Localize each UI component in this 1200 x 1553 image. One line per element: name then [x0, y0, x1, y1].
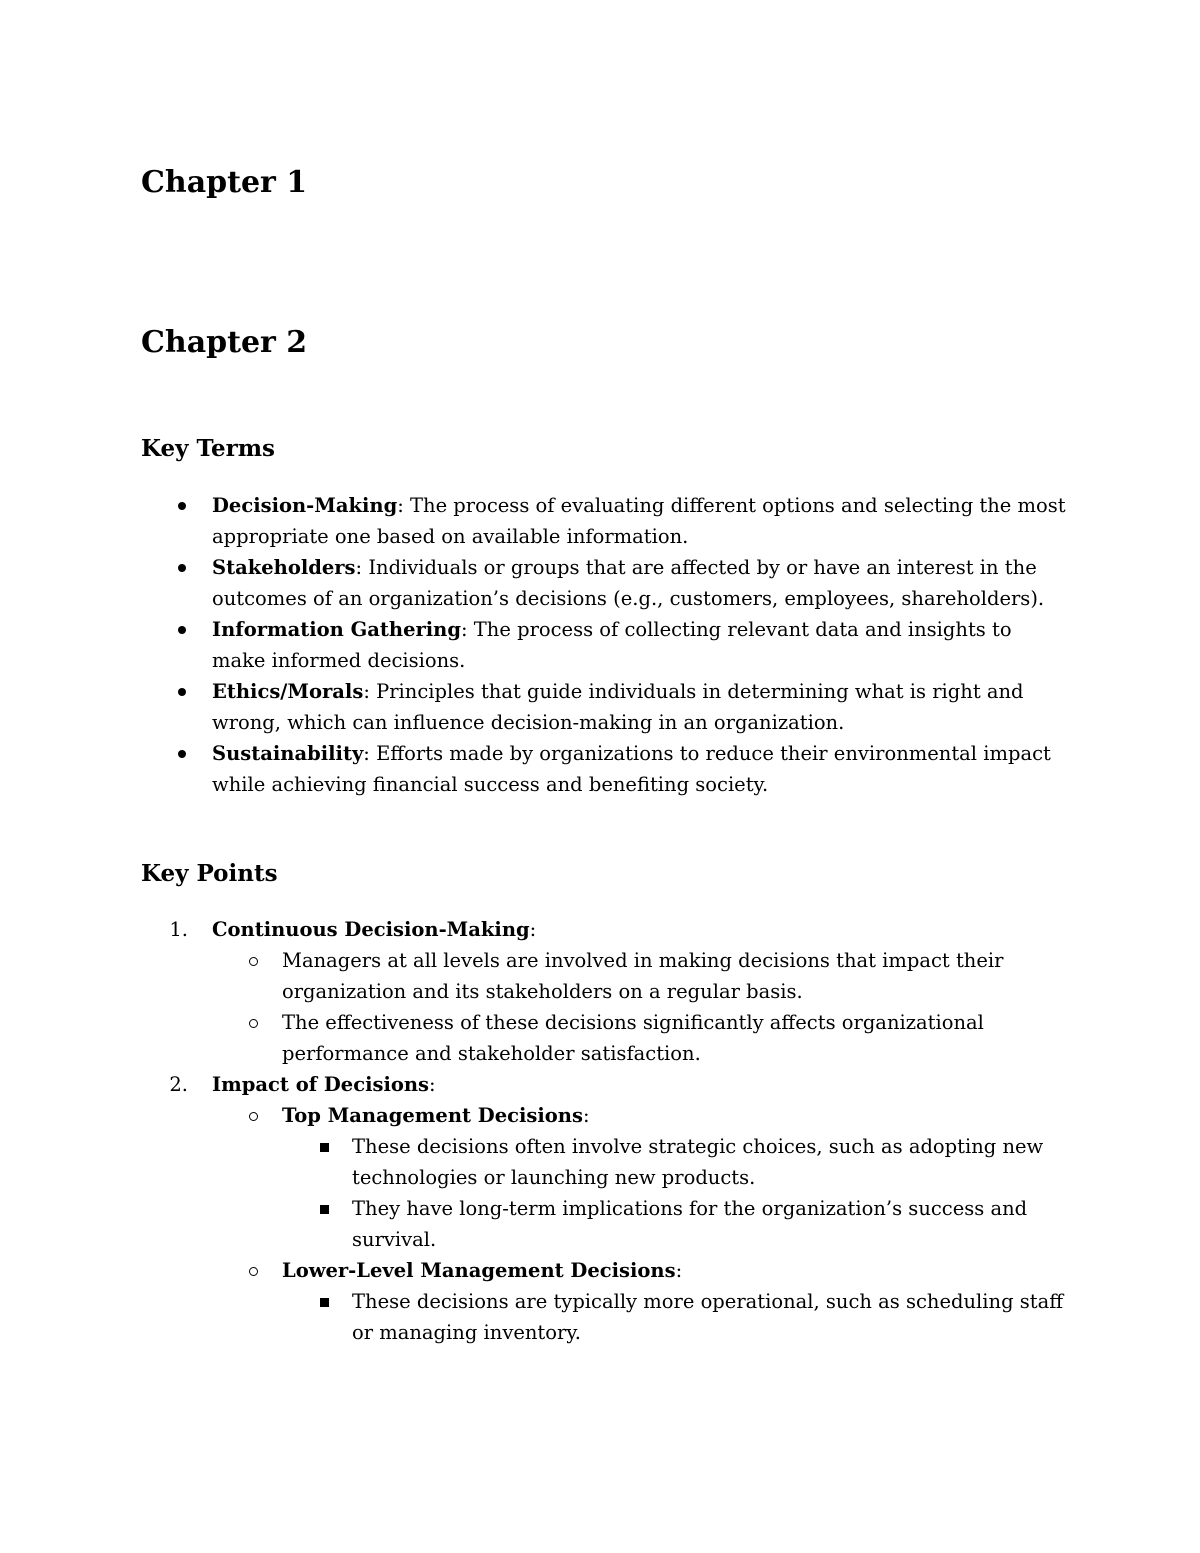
key-point-group	[282, 1100, 1068, 1131]
key-term-item	[212, 676, 1068, 738]
key-point-group-title: Lower-Level Management Decisions	[282, 1259, 676, 1282]
key-point-group-separator: :	[582, 1104, 590, 1127]
key-term-definition: Principles that guide individuals in determining what is right and wrong, which can influence decision-making in an organization.	[212, 680, 1024, 734]
list-number: 1.	[169, 918, 188, 941]
key-terms-heading: Key Terms	[141, 435, 276, 462]
key-point-subitem	[282, 945, 1068, 1007]
key-term-separator: :	[363, 742, 377, 765]
key-term-name: Stakeholders	[212, 556, 356, 579]
key-point-separator: :	[429, 1073, 436, 1096]
key-point-item	[169, 914, 1068, 945]
key-term-item	[212, 552, 1068, 614]
key-term-definition: The process of evaluating different options and selecting the most appropriate one based on available information.	[212, 494, 1066, 548]
key-term-name: Sustainability	[212, 742, 364, 765]
chapter-2-heading: Chapter 2	[141, 325, 308, 360]
key-point-group-title: Top Management Decisions	[282, 1104, 583, 1127]
key-term-separator: :	[397, 494, 410, 517]
key-term-name: Information Gathering	[212, 618, 461, 641]
key-point-subitem-text: Managers at all levels are involved in making decisions that impact their organization and its stakeholders on a regular basis.	[282, 949, 1004, 1003]
key-term-item	[212, 614, 1068, 676]
key-point-title: Impact of Decisions	[212, 1073, 430, 1096]
key-term-name: Decision-Making	[212, 494, 398, 517]
key-point-detail	[352, 1193, 1068, 1255]
key-terms-list	[0, 490, 1200, 800]
chapter-1-heading: Chapter 1	[141, 165, 308, 200]
key-point-subitem	[282, 1007, 1068, 1069]
key-point-detail-text: These decisions are typically more operational, such as scheduling staff or managing inventory.	[352, 1290, 1064, 1344]
key-points-list	[0, 914, 1200, 1348]
key-term-item	[212, 490, 1068, 552]
key-point-detail	[352, 1286, 1068, 1348]
key-point-subitem-text: The effectiveness of these decisions significantly affects organizational performance and stakeholder satisfaction.	[282, 1011, 984, 1065]
key-point-detail-text: These decisions often involve strategic choices, such as adopting new technologies or launching new products.	[352, 1135, 1044, 1189]
key-point-group-separator: :	[675, 1259, 683, 1282]
key-term-separator: :	[461, 618, 474, 641]
key-point-detail-text: They have long-term implications for the organization’s success and survival.	[352, 1197, 1028, 1251]
key-term-separator: :	[363, 680, 377, 703]
key-term-separator: :	[355, 556, 369, 579]
key-points-heading: Key Points	[141, 860, 278, 887]
key-point-item	[169, 1069, 1068, 1100]
key-point-separator: :	[529, 918, 537, 941]
key-term-name: Ethics/Morals	[212, 680, 364, 703]
key-point-title: Continuous Decision-Making	[212, 918, 530, 941]
key-term-definition: Efforts made by organizations to reduce their environmental impact while achieving financial success and benefiting society.	[212, 742, 1051, 796]
key-term-definition: The process of collecting relevant data and insights to make informed decisions.	[212, 618, 1012, 672]
key-term-definition: Individuals or groups that are affected by or have an interest in the outcomes of an organization’s decisions (e.g., customers, employees, shareholders).	[212, 556, 1045, 610]
list-number: 2.	[169, 1073, 188, 1096]
key-point-group	[282, 1255, 1068, 1286]
key-term-item	[212, 738, 1068, 800]
key-point-detail	[352, 1131, 1068, 1193]
